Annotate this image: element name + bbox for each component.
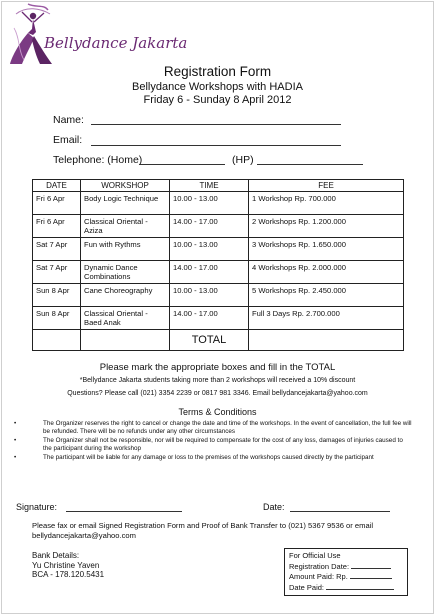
cell-date: Sat 7 Apr	[33, 261, 81, 284]
table-row[interactable]	[33, 192, 404, 215]
logo-text: Bellydance Jakarta	[44, 34, 188, 52]
column-header-time: TIME	[170, 180, 249, 192]
date-label: Date:	[263, 502, 285, 512]
cell-date: Sat 7 Apr	[33, 238, 81, 261]
registration-date-label: Registration Date:	[289, 561, 350, 571]
total-empty-cell	[81, 330, 170, 351]
terms-item	[14, 420, 412, 436]
terms-title: Terms & Conditions	[178, 407, 257, 417]
date-paid-label: Date Paid:	[289, 582, 325, 592]
bank-account-name: Yu Christine Yaven	[32, 560, 100, 570]
terms-list	[14, 420, 412, 463]
cell-date: Fri 6 Apr	[33, 215, 81, 238]
cell-time: 14.00 - 17.00	[170, 215, 249, 238]
total-value-cell[interactable]	[249, 330, 404, 351]
mark-boxes-note: Please mark the appropriate boxes and fill in the TOTAL	[99, 362, 336, 373]
signature-field[interactable]	[66, 511, 182, 512]
amount-paid-label: Amount Paid: Rp.	[289, 572, 348, 581]
cell-time: 14.00 - 17.00	[170, 261, 249, 284]
cell-fee: 4 Workshops Rp. 2.000.000	[249, 261, 404, 284]
registration-date-field[interactable]	[351, 562, 391, 569]
amount-paid-row	[289, 572, 403, 583]
table-row[interactable]	[33, 284, 404, 307]
cell-fee: 1 Workshop Rp. 700.000	[249, 192, 404, 215]
email-label: Email:	[53, 134, 83, 146]
cell-workshop: Body Logic Technique	[81, 192, 170, 215]
cell-fee: 2 Workshops Rp. 1.200.000	[249, 215, 404, 238]
amount-paid-field[interactable]	[350, 572, 392, 579]
column-header-fee: FEE	[249, 180, 404, 192]
bullet: •	[14, 420, 17, 427]
table-row[interactable]	[33, 215, 404, 238]
form-title: Registration Form	[163, 64, 272, 79]
questions-note: Questions? Please call (021) 3354 2239 or 0817 981 3346. Email bellydancejakarta@yahoo.com	[67, 390, 368, 397]
table-header-row	[33, 180, 404, 192]
total-label: TOTAL	[170, 330, 249, 351]
table-row[interactable]	[33, 307, 404, 330]
terms-item-text: The participant will be liable for any damage or loss to the premises of the workshops caused directly by the participant	[43, 454, 374, 461]
bank-details	[32, 551, 104, 580]
email-field[interactable]	[91, 145, 341, 146]
terms-item	[14, 437, 412, 453]
bank-account-number: BCA - 178.120.5431	[32, 570, 105, 579]
cell-date: Sun 8 Apr	[33, 307, 81, 330]
cell-fee: Full 3 Days Rp. 2.700.000	[249, 307, 404, 330]
registration-date-row	[289, 562, 403, 573]
terms-item-text: The Organizer shall not be responsible, nor will be required to compensate for the cost of any loss, damages of injuries caused to the participant during the workshop	[43, 437, 403, 452]
name-label: Name:	[53, 114, 84, 126]
cell-date: Sun 8 Apr	[33, 284, 81, 307]
workshop-table	[32, 179, 404, 351]
form-dates: Friday 6 - Sunday 8 April 2012	[143, 94, 292, 106]
column-header-workshop: WORKSHOP	[81, 180, 170, 192]
official-use-title: For Official Use	[289, 551, 341, 560]
hp-label: (HP)	[232, 154, 254, 166]
cell-fee: 3 Workshops Rp. 1.650.000	[249, 238, 404, 261]
cell-time: 10.00 - 13.00	[170, 192, 249, 215]
official-use-box	[284, 548, 408, 596]
cell-workshop: Classical Oriental - Baed Anak	[81, 307, 170, 330]
cell-workshop: Classical Oriental - Aziza	[81, 215, 170, 238]
bank-title: Bank Details:	[32, 551, 80, 560]
signature-label: Signature:	[16, 502, 58, 512]
column-header-date: DATE	[33, 180, 81, 192]
cell-fee: 5 Workshops Rp. 2.450.000	[249, 284, 404, 307]
bullet: •	[14, 437, 17, 444]
total-empty-cell	[33, 330, 81, 351]
terms-item-text: The Organizer reserves the right to cancel or change the date and time of the workshops. In the event of cancellation, the full fee will be refunded. There will be no refunds under any other circumstances	[43, 420, 412, 435]
date-paid-row	[289, 583, 403, 594]
telephone-label: Telephone: (Home)	[53, 154, 143, 166]
name-field[interactable]	[91, 124, 341, 125]
cell-date: Fri 6 Apr	[33, 192, 81, 215]
table-row[interactable]	[33, 261, 404, 284]
cell-workshop: Cane Choreography	[81, 284, 170, 307]
total-row	[33, 330, 404, 351]
telephone-hp-field[interactable]	[257, 164, 363, 165]
form-subtitle: Bellydance Workshops with HADIA	[132, 81, 303, 93]
table-row[interactable]	[33, 238, 404, 261]
cell-workshop: Dynamic Dance Combinations	[81, 261, 170, 284]
fax-instructions: Please fax or email Signed Registration Form and Proof of Bank Transfer to (021) 5367 9536 or email bellydancejakarta@yahoo.com	[32, 521, 374, 540]
terms-item	[14, 454, 412, 462]
bullet: •	[14, 454, 17, 461]
date-paid-field[interactable]	[326, 583, 394, 590]
telephone-home-field[interactable]	[139, 164, 225, 165]
cell-time: 10.00 - 13.00	[170, 238, 249, 261]
cell-time: 10.00 - 13.00	[170, 284, 249, 307]
cell-workshop: Fun with Rythms	[81, 238, 170, 261]
discount-note: *Bellydance Jakarta students taking more than 2 workshops will received a 10% discount	[79, 377, 356, 384]
cell-time: 14.00 - 17.00	[170, 307, 249, 330]
date-field[interactable]	[290, 511, 390, 512]
